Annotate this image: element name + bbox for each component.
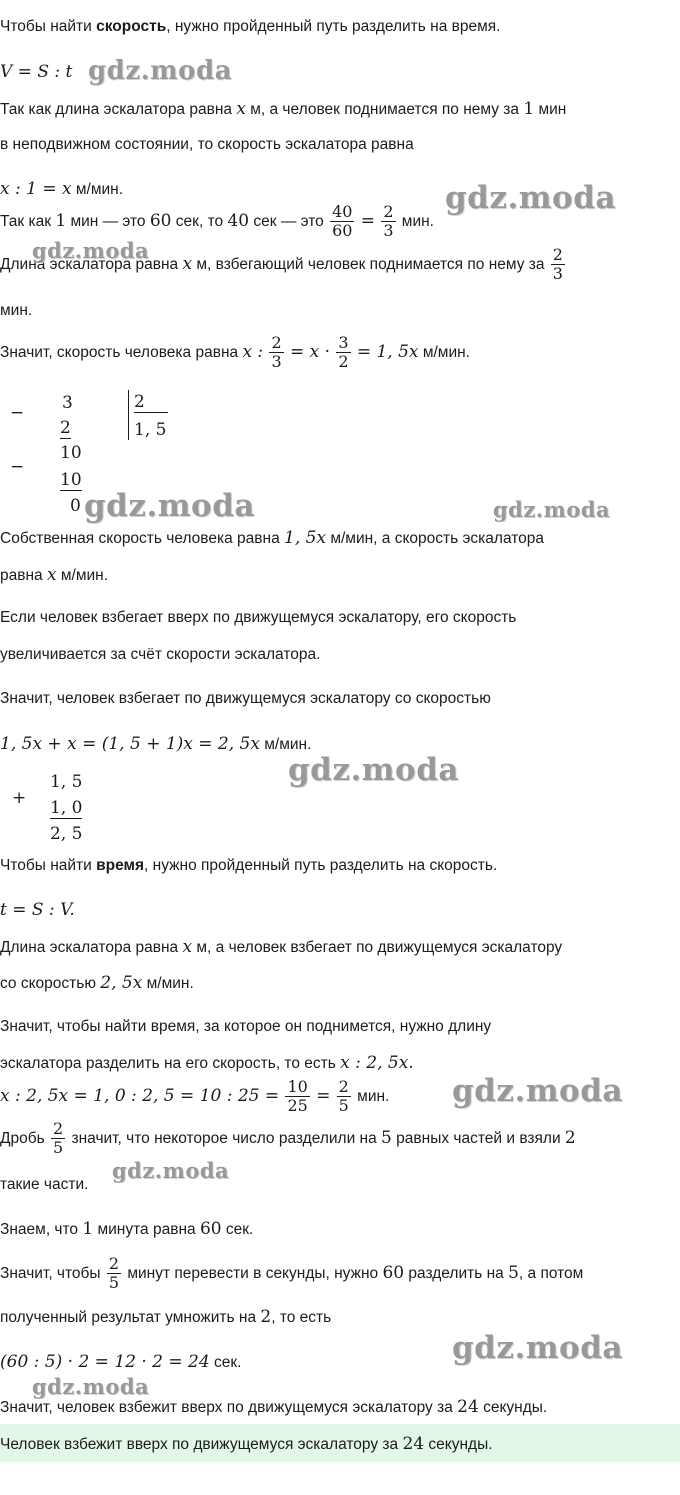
- fraction: $\frac{2}{5}$: [53, 1119, 64, 1158]
- formula-time-calc: x : 2, 5x = 1, 0 : 2, 5 = 10 : 25 = $\frac{10}{25}$ = $\frac{2}{5}$ мин.: [0, 1077, 390, 1116]
- text-line: Собственная скорость человека равна 1, 5x м/мин, а скорость эскалатора: [0, 528, 545, 548]
- text-line: Если человек взбегает вверх по движущемуся эскалатору, его скорость: [0, 609, 517, 626]
- watermark: gdz.moda: [88, 56, 233, 86]
- text-line: Так как длина эскалатора равна x м, а человек поднимается по нему за 1 мин: [0, 99, 567, 119]
- formula-time: t = S : V.: [0, 900, 75, 920]
- minus-sign: −: [10, 457, 25, 477]
- plus-sign: +: [12, 788, 27, 808]
- watermark: gdz.moda: [452, 1073, 623, 1109]
- formula-seconds: (60 : 5) · 2 = 12 · 2 = 24 сек.: [0, 1352, 242, 1372]
- fraction: $\frac{2}{3}$: [552, 245, 563, 284]
- division-bar: [128, 390, 129, 440]
- fraction: $\frac{2}{5}$: [338, 1077, 349, 1116]
- text-line: такие части.: [0, 1176, 89, 1193]
- fraction: $\frac{2}{3}$: [383, 202, 394, 241]
- text-line: со скоростью 2, 5x м/мин.: [0, 973, 194, 993]
- text-line: полученный результат умножить на 2, то есть: [0, 1307, 332, 1327]
- text-line-fraction: Дробь $\frac{2}{5}$ значит, что некоторое число разделили на 5 равных частей и взяли 2: [0, 1119, 576, 1158]
- minus-sign: −: [10, 403, 25, 423]
- subtrahend: 10: [60, 470, 82, 490]
- watermark: gdz.moda: [112, 1158, 230, 1183]
- answer-text: Человек взбежит вверх по движущемуся эскалатору за 24 секунды.: [0, 1434, 493, 1454]
- text-line: в неподвижном состоянии, то скорость эскалатора равна: [0, 136, 414, 153]
- subtrahend: 2: [60, 418, 71, 438]
- remainder: 10: [60, 443, 82, 463]
- formula-escalator-speed: x : 1 = x м/мин.: [0, 179, 124, 199]
- text-line: увеличивается за счёт скорости эскалатора.: [0, 646, 321, 663]
- final-remainder: 0: [70, 496, 81, 516]
- conclusion-line: Значит, человек взбежит вверх по движущемуся эскалатору за 24 секунды.: [0, 1397, 548, 1417]
- formula-total-speed: 1, 5x + x = (1, 5 + 1)x = 2, 5x м/мин.: [0, 734, 312, 754]
- text-line: равна x м/мин.: [0, 565, 109, 585]
- watermark: gdz.moda: [452, 1330, 623, 1366]
- formula-person-speed: Значит, скорость человека равна x : $\frac{2}{3}$ = x · $\frac{3}{2}$ = 1, 5x м/мин.: [0, 333, 470, 372]
- text-line-fraction: Длина эскалатора равна x м, взбегающий человек поднимается по нему за $\frac{2}{3}$: [0, 245, 563, 284]
- fraction: $\frac{3}{2}$: [338, 333, 349, 372]
- formula-speed: V = S : t: [0, 62, 73, 82]
- watermark: gdz.moda: [84, 488, 255, 524]
- fraction: $\frac{40}{60}$: [332, 202, 353, 241]
- fraction: $\frac{2}{5}$: [108, 1254, 120, 1293]
- text-line: мин.: [0, 302, 33, 319]
- fraction: $\frac{2}{3}$: [271, 333, 282, 372]
- divisor: 2: [134, 392, 168, 413]
- text-line-fraction: Значит, чтобы $\frac{2}{5}$ минут перевести в секунды, нужно 60 разделить на 5, а потом: [0, 1254, 584, 1293]
- watermark: gdz.moda: [288, 752, 459, 788]
- watermark: gdz.moda: [32, 238, 150, 263]
- text-line-fraction: Так как 1 мин — это 60 сек, то 40 сек — это $\frac{40}{60}$ = $\frac{2}{3}$ мин.: [0, 202, 434, 241]
- watermark: gdz.moda: [32, 1374, 150, 1399]
- text-line: эскалатора разделить на его скорость, то есть x : 2, 5x.: [0, 1053, 414, 1073]
- fraction: $\frac{10}{25}$: [287, 1077, 308, 1116]
- answer-box: [0, 1424, 680, 1462]
- watermark: gdz.moda: [493, 497, 611, 522]
- addend: 1, 0: [50, 798, 83, 818]
- text-line: Значит, чтобы найти время, за которое он поднимется, нужно длину: [0, 1018, 492, 1035]
- quotient: 1, 5: [134, 420, 167, 440]
- definition-speed: Чтобы найти скорость, нужно пройденный путь разделить на время.: [0, 18, 501, 35]
- text-line: Значит, человек взбегает по движущемуся эскалатору со скоростью: [0, 690, 491, 707]
- definition-time: Чтобы найти время, нужно пройденный путь разделить на скорость.: [0, 857, 498, 874]
- watermark: gdz.moda: [445, 180, 616, 216]
- sum: 2, 5: [50, 824, 83, 844]
- text-line: Знаем, что 1 минута равна 60 сек.: [0, 1219, 254, 1239]
- addend: 1, 5: [50, 772, 83, 792]
- text-line: Длина эскалатора равна x м, а человек взбегает по движущемуся эскалатору: [0, 937, 563, 957]
- dividend: 3: [62, 393, 73, 413]
